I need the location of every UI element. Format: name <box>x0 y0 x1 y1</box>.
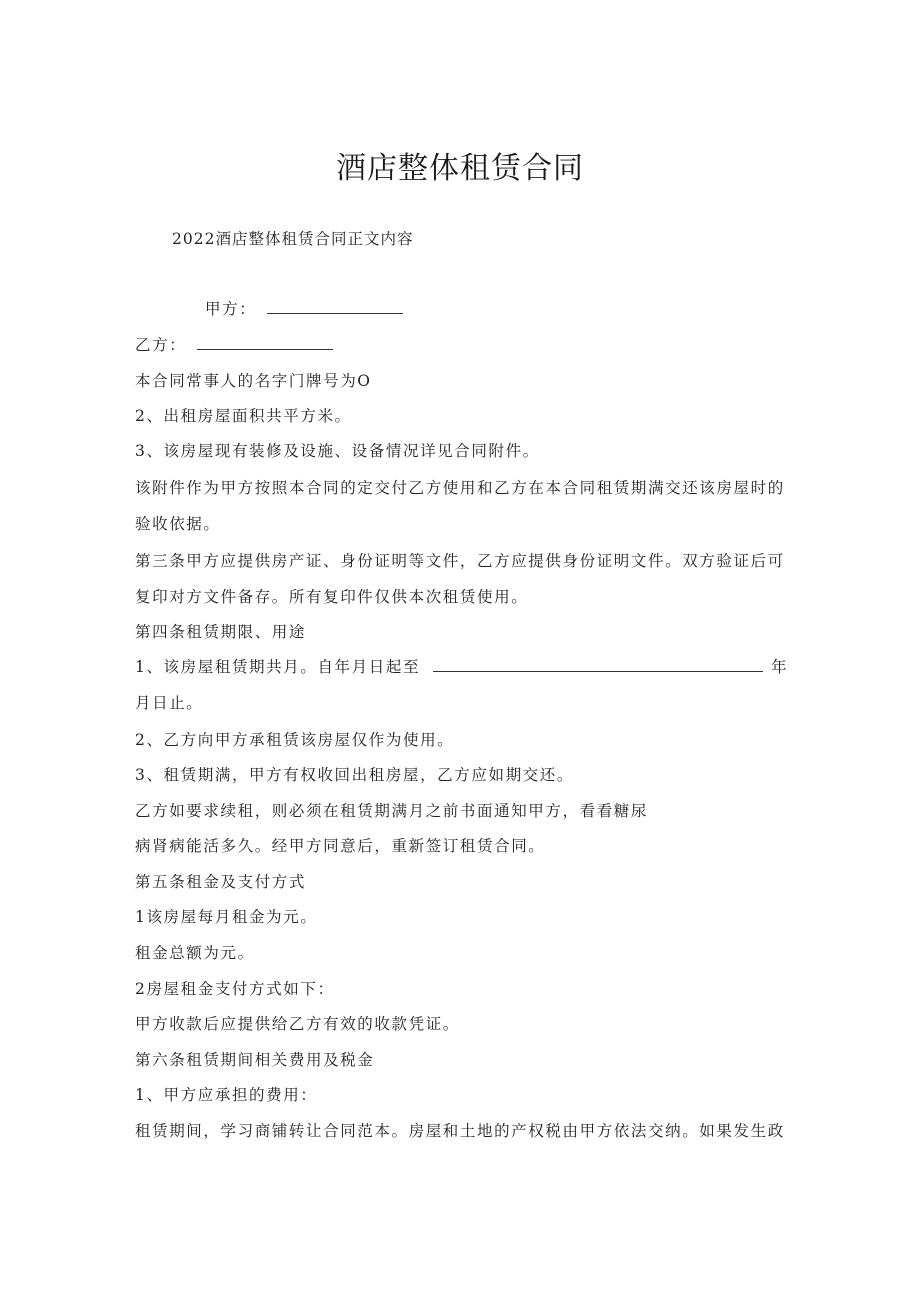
document-subtitle: 2022酒店整体租赁合同正文内容 <box>172 230 414 248</box>
clause-line: 2、乙方向甲方承租赁该房屋仅作为使用。 <box>135 731 455 749</box>
article-heading: 第五条租金及支付方式 <box>135 873 307 891</box>
clause-line: 3、租赁期满，甲方有权收回出租房屋，乙方应如期交还。 <box>135 766 574 784</box>
clause-line: 验收依据。 <box>135 515 221 533</box>
clause-line: 2、出租房屋面积共平方米。 <box>135 407 352 425</box>
clause-line: 甲方收款后应提供给乙方有效的收款凭证。 <box>135 1015 460 1033</box>
lease-term-row <box>135 656 788 678</box>
lease-end-blank <box>433 657 763 672</box>
clause-line: 该附件作为甲方按照本合同的定交付乙方使用和乙方在本合同租赁期满交还该房屋时的 <box>135 479 785 497</box>
clause-line: 复印对方文件备存。所有复印件仅供本次租赁使用。 <box>135 588 529 606</box>
document-title: 酒店整体租赁合同 <box>336 151 584 186</box>
clause-line: 本合同常事人的名字门牌号为O <box>135 372 372 390</box>
clause-line: 乙方如要求续租，则必须在租赁期满月之前书面通知甲方，看看糖尿 <box>135 802 649 820</box>
article-heading: 第四条租赁期限、用途 <box>135 623 307 641</box>
party-b-blank <box>197 335 333 350</box>
party-b-row <box>135 334 333 356</box>
clause-line: 租金总额为元。 <box>135 944 255 962</box>
clause-line: 月日止。 <box>135 694 204 712</box>
lease-term-text: 1、该房屋租赁期共月。自年月日起至 <box>135 658 421 676</box>
clause-line: 1、甲方应承担的费用： <box>135 1086 318 1104</box>
clause-line: 1该房屋每月租金为元。 <box>135 908 318 926</box>
clause-line: 病肾病能活多久。经甲方同意后，重新签订租赁合同。 <box>135 837 546 855</box>
lease-term-year: 年 <box>771 658 789 676</box>
party-a-blank <box>267 299 403 314</box>
clause-line: 第三条甲方应提供房产证、身份证明等文件，乙方应提供身份证明文件。双方验证后可 <box>135 552 785 570</box>
clause-line: 租赁期间，学习商铺转让合同范本。房屋和土地的产权税由甲方依法交纳。如果发生政 <box>135 1122 785 1140</box>
clause-line: 2房屋租金支付方式如下： <box>135 980 335 998</box>
party-b-label: 乙方： <box>135 336 187 354</box>
party-a-row <box>205 298 403 320</box>
party-a-label: 甲方： <box>205 300 257 318</box>
article-heading: 第六条租赁期间相关费用及税金 <box>135 1051 375 1069</box>
clause-line: 3、该房屋现有装修及设施、设备情况详见合同附件。 <box>135 442 540 460</box>
